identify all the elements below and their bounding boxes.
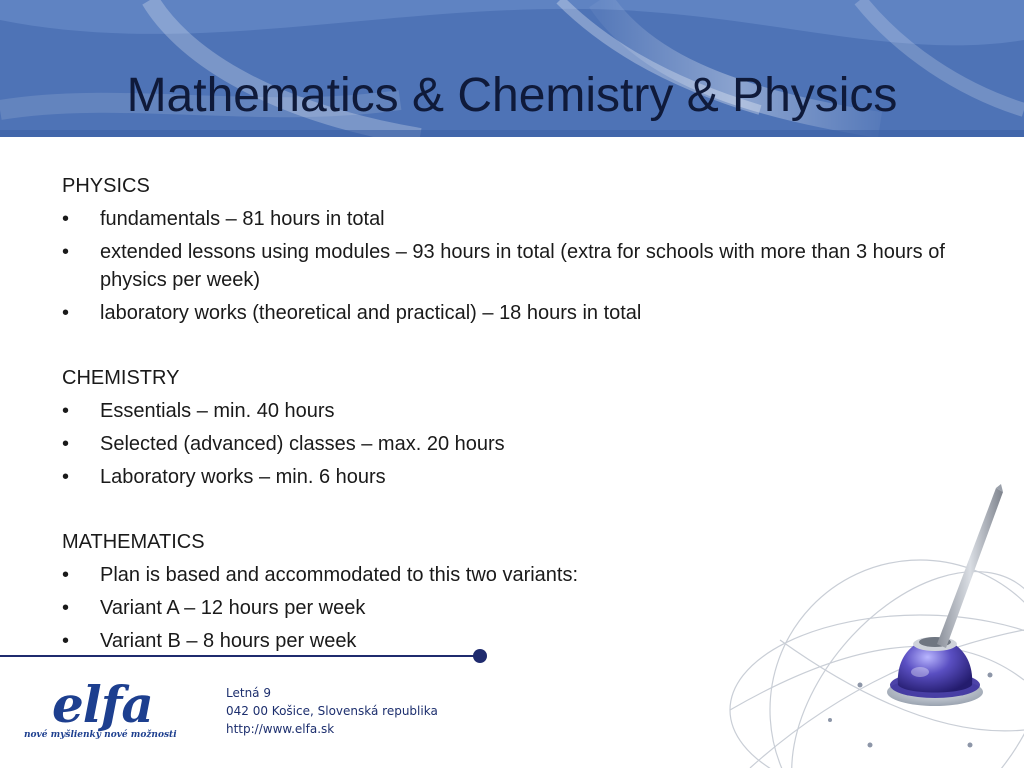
list-item-text: Variant A – 12 hours per week [100, 597, 366, 619]
bullet-icon: • [62, 400, 70, 422]
footer-divider-line [0, 655, 482, 657]
slide-title: Mathematics & Chemistry & Physics [126, 69, 898, 122]
footer-address [226, 684, 438, 738]
bullet-icon: • [62, 302, 70, 324]
bullet-icon: • [62, 208, 70, 230]
list-item [62, 205, 962, 233]
section-heading: CHEMISTRY [62, 367, 180, 389]
bullet-list [62, 205, 962, 327]
pen-globe-illustration-icon [720, 480, 1024, 768]
list-item-text: laboratory works (theoretical and practical) – 18 hours in total [100, 302, 642, 324]
address-city: 042 00 Košice, Slovenská republika [226, 704, 438, 718]
address-street: Letná 9 [226, 686, 271, 700]
list-item-text: Essentials – min. 40 hours [100, 400, 335, 422]
logo-tagline: nové myšlienky nové možnosti [24, 730, 177, 740]
list-item-text: Plan is based and accommodated to this two variants: [100, 564, 579, 586]
divider-dot-icon [473, 649, 487, 663]
list-item-text: Variant B – 8 hours per week [100, 630, 357, 652]
list-item [62, 299, 962, 327]
elfa-logo [24, 675, 179, 746]
list-item [62, 397, 962, 425]
section-physics [62, 172, 962, 327]
header-band [0, 0, 1024, 137]
address-url: http://www.elfa.sk [226, 722, 335, 736]
bullet-icon: • [62, 564, 70, 586]
section-heading: PHYSICS [62, 175, 150, 197]
bullet-icon: • [62, 466, 70, 488]
bullet-list [62, 397, 962, 491]
logo-wordmark: elfa [52, 675, 153, 734]
bullet-icon: • [62, 241, 70, 263]
list-item-text: Laboratory works – min. 6 hours [100, 466, 386, 488]
list-item-text: fundamentals – 81 hours in total [100, 208, 385, 230]
bullet-icon: • [62, 597, 70, 619]
list-item [62, 238, 962, 294]
list-item-text: extended lessons using modules – 93 hours in total (extra for schools with more than 3 hours of physics per week) [100, 241, 945, 291]
list-item-text: Selected (advanced) classes – max. 20 hours [100, 433, 505, 455]
section-chemistry [62, 364, 962, 491]
section-heading: MATHEMATICS [62, 531, 205, 553]
list-item [62, 430, 962, 458]
bullet-icon: • [62, 433, 70, 455]
bullet-icon: • [62, 630, 70, 652]
